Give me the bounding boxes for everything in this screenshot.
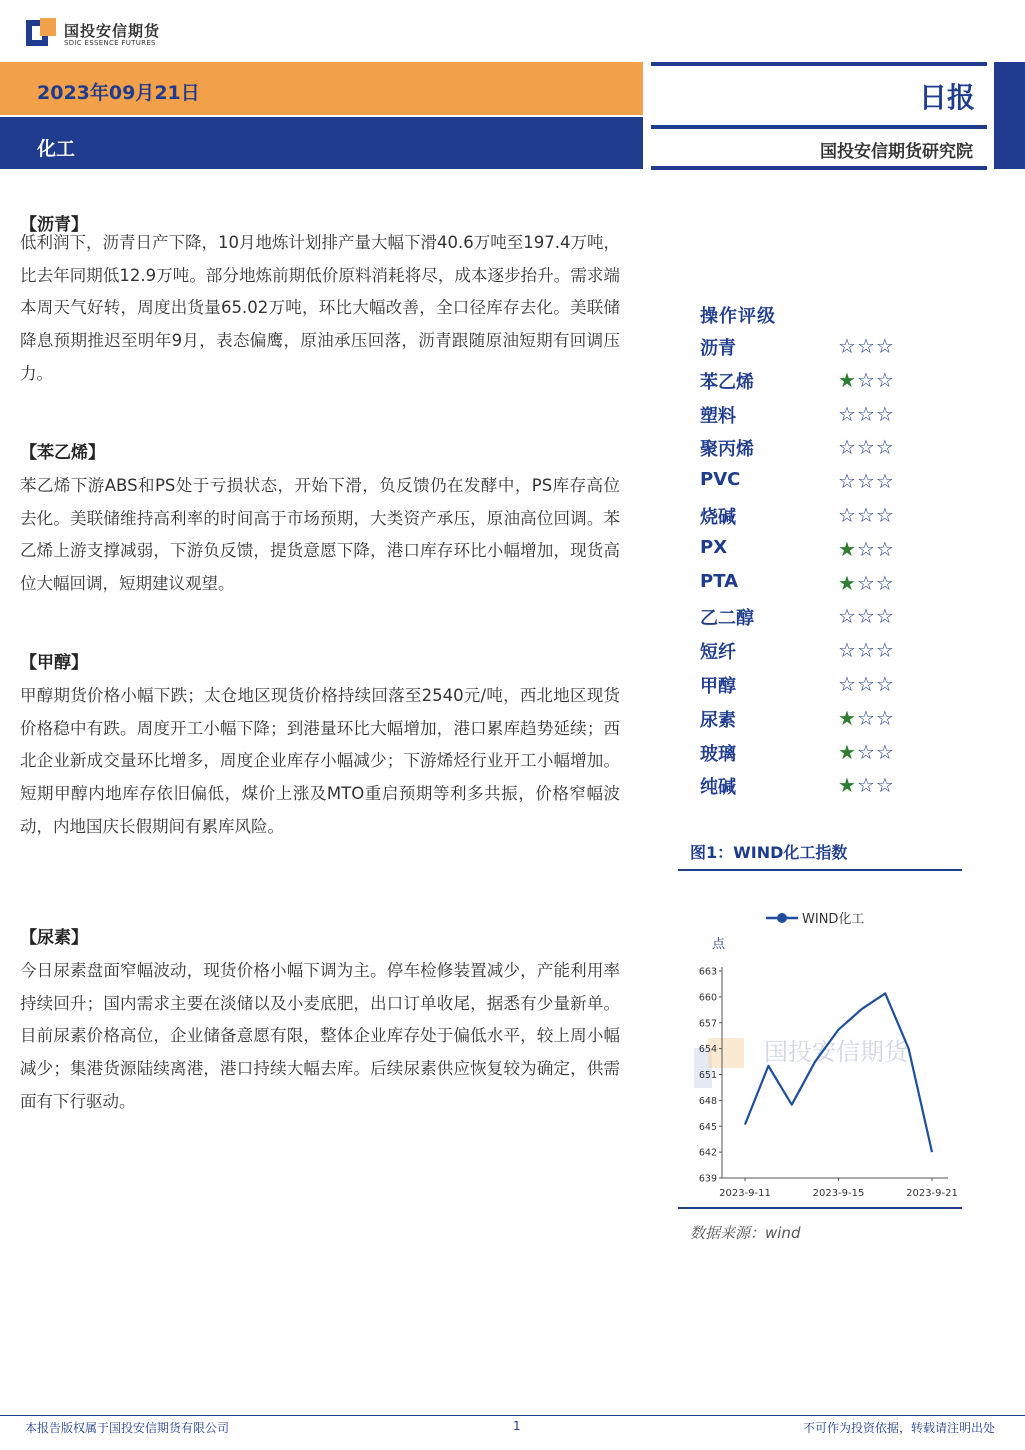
rating-stars [838, 604, 895, 628]
institute-name: 国投安信期货研究院 [820, 142, 973, 162]
footer-copyright: 本报告版权属于国投安信期货有限公司 [25, 1421, 230, 1435]
empty-star-icon: ☆ [838, 469, 857, 494]
rating-row [700, 469, 910, 499]
sector-title: 化工 [37, 138, 76, 160]
rating-stars [838, 773, 895, 797]
empty-star-icon: ☆ [875, 536, 895, 561]
empty-star-icon: ☆ [875, 638, 895, 663]
rating-row [700, 334, 910, 364]
empty-star-icon: ☆ [856, 672, 876, 696]
logo-text-en: SDIC ESSENCE FUTURES [64, 39, 156, 47]
report-type: 日报 [918, 81, 975, 114]
empty-star-icon: ☆ [856, 334, 876, 358]
y-tick-label: 651 [698, 1070, 717, 1081]
report-date: 2023年09月21日 [37, 82, 200, 104]
rating-title: 操作评级 [700, 306, 776, 327]
empty-star-icon: ☆ [856, 503, 876, 527]
series-line-wind-chemical [745, 993, 932, 1152]
empty-star-icon: ☆ [856, 705, 876, 730]
empty-star-icon: ☆ [856, 638, 876, 663]
logo-text-cn: 国投安信期货 [64, 22, 161, 40]
empty-star-icon: ☆ [856, 367, 876, 392]
y-axis-label: 点 [712, 937, 726, 952]
x-tick-label: 2023-9-11 [719, 1188, 771, 1199]
empty-star-icon: ☆ [856, 570, 876, 595]
empty-star-icon: ☆ [838, 435, 857, 460]
header-side-block [994, 62, 1025, 169]
rating-product-name: 塑料 [700, 405, 736, 427]
rating-stars [838, 706, 895, 730]
empty-star-icon: ☆ [875, 604, 895, 629]
empty-star-icon: ☆ [875, 672, 895, 696]
filled-star-icon: ★ [838, 739, 857, 764]
rating-row [700, 604, 910, 634]
rating-stars [838, 571, 895, 595]
empty-star-icon: ☆ [838, 638, 857, 663]
empty-star-icon: ☆ [875, 503, 895, 527]
page-number: 1 [513, 1419, 521, 1433]
rating-product-name: 尿素 [700, 709, 736, 731]
rating-row [700, 368, 910, 398]
rating-product-name: PTA [700, 570, 739, 592]
empty-star-icon: ☆ [856, 739, 876, 764]
rating-product-name: 苯乙烯 [700, 371, 754, 393]
rating-stars [838, 638, 895, 662]
section-title-styrene: 【苯乙烯】 [20, 443, 105, 463]
y-tick-label: 660 [698, 992, 717, 1004]
empty-star-icon: ☆ [838, 334, 857, 358]
section-title-urea: 【尿素】 [20, 928, 88, 948]
x-tick-label: 2023-9-21 [906, 1188, 958, 1199]
rating-row [700, 537, 910, 567]
empty-star-icon: ☆ [875, 570, 895, 595]
section-title-methanol: 【甲醇】 [20, 653, 88, 673]
filled-star-icon: ★ [838, 705, 857, 730]
y-tick-label: 657 [698, 1018, 717, 1030]
rating-row [700, 672, 910, 702]
company-logo-icon [26, 18, 56, 48]
filled-star-icon: ★ [838, 367, 857, 392]
section-text-styrene: 苯乙烯下游ABS和PS处于亏损状态，开始下滑，负反馈仍在发酵中，PS库存高位去化。美联储维持高利率的时间高于市场预期，大类资产承压，原油高位回调。苯乙烯上游支撑减弱，下游负反馈，提货意愿下降，港口库存环比小幅增加，现货高位大幅回调，短期建议观望。 [20, 476, 620, 594]
empty-star-icon: ☆ [838, 503, 857, 527]
rating-product-name: 烧碱 [700, 507, 736, 528]
x-tick-label: 2023-9-15 [812, 1188, 865, 1199]
rating-stars [838, 402, 895, 426]
rating-stars [838, 469, 895, 493]
empty-star-icon: ☆ [856, 773, 876, 798]
rating-row [700, 638, 910, 668]
rating-row [700, 435, 910, 465]
empty-star-icon: ☆ [875, 469, 895, 494]
filled-star-icon: ★ [838, 570, 857, 595]
y-tick-label: 639 [698, 1173, 717, 1185]
empty-star-icon: ☆ [856, 536, 876, 561]
legend-marker [777, 913, 787, 923]
y-tick-label: 645 [698, 1121, 717, 1133]
footer-rule [0, 1415, 1025, 1416]
y-tick-label: 648 [698, 1095, 717, 1107]
empty-star-icon: ☆ [838, 401, 857, 426]
empty-star-icon: ☆ [875, 401, 895, 426]
rating-row [700, 571, 910, 601]
section-text-urea: 今日尿素盘面窄幅波动，现货价格小幅下调为主。停车检修装置减少，产能利用率持续回升；国内需求主要在淡储以及小麦底肥，出口订单收尾，据悉有少量新单。目前尿素价格高位，企业储备意愿有限，整体企业库存处于偏低水平，较上周小幅减少；集港货源陆续离港，港口持续大幅去库。后续尿素供应恢复较为确定，供需面有下行驱动。 [20, 961, 620, 1111]
footer-disclaimer: 不可作为投资依据，转载请注明出处 [802, 1421, 995, 1435]
rating-stars [838, 740, 895, 764]
rating-row [700, 740, 910, 770]
legend-label: WIND化工 [802, 912, 865, 927]
empty-star-icon: ☆ [856, 401, 876, 426]
rating-stars [838, 334, 895, 358]
header-rule-middle [651, 125, 987, 129]
empty-star-icon: ☆ [856, 604, 876, 629]
rating-product-name: 沥青 [700, 338, 736, 359]
section-title-asphalt: 【沥青】 [20, 215, 88, 235]
rating-product-name: PVC [700, 469, 741, 491]
empty-star-icon: ☆ [875, 334, 895, 358]
rating-product-name: 玻璃 [700, 743, 736, 765]
wind-chemical-index-chart [678, 872, 962, 1206]
empty-star-icon: ☆ [875, 367, 895, 392]
data-source: 数据来源：wind [690, 1224, 801, 1242]
y-tick-label: 654 [698, 1044, 717, 1056]
rating-stars [838, 537, 895, 561]
header-rule-bottom [651, 166, 987, 170]
empty-star-icon: ☆ [856, 435, 876, 460]
empty-star-icon: ☆ [875, 773, 895, 798]
rating-stars [838, 503, 895, 527]
rating-product-name: 聚丙烯 [700, 439, 754, 461]
rating-product-name: 乙二醇 [700, 608, 754, 630]
header-rule-top [651, 62, 987, 66]
rating-row [700, 402, 910, 432]
figure-title: 图1：WIND化工指数 [690, 843, 848, 862]
rating-stars [838, 368, 895, 392]
empty-star-icon: ☆ [875, 435, 895, 460]
empty-star-icon: ☆ [875, 739, 895, 764]
rating-stars [838, 435, 895, 459]
figure-rule-bottom [678, 1207, 962, 1209]
y-tick-label: 663 [698, 966, 717, 978]
rating-product-name: PX [700, 536, 728, 558]
empty-star-icon: ☆ [838, 672, 857, 696]
empty-star-icon: ☆ [838, 604, 857, 629]
section-text-methanol: 甲醇期货价格小幅下跌；太仓地区现货价格持续回落至2540元/吨，西北地区现货价格稳中有跌。周度开工小幅下降；到港量环比大幅增加，港口累库趋势延续；西北企业新成交量环比增多，周度企业库存小幅减少；下游烯烃行业开工小幅增加。短期甲醇内地库存依旧偏低，煤价上涨及MTO重启预期等利多共振，价格窄幅波动，内地国庆长假期间有累库风险。 [20, 686, 620, 836]
rating-row [700, 706, 910, 736]
rating-row [700, 503, 910, 533]
watermark-text: 国投安信期货 [764, 1038, 908, 1066]
empty-star-icon: ☆ [856, 469, 876, 494]
filled-star-icon: ★ [838, 536, 857, 561]
figure-rule-top [678, 869, 962, 871]
rating-stars [838, 672, 895, 696]
section-text-asphalt: 低利润下，沥青日产下降，10月地炼计划排产量大幅下滑40.6万吨至197.4万吨，比去年同期低12.9万吨。部分地炼前期低价原料消耗将尽，成本逐步抬升。需求端本周天气好转，周度出货量65.02万吨，环比大幅改善，全口径库存去化。美联储降息预期推迟至明年9月，表态偏鹰，原油承压回落，沥青跟随原油短期有回调压力。 [20, 233, 620, 383]
y-tick-label: 642 [698, 1147, 717, 1159]
rating-product-name: 短纤 [700, 642, 736, 664]
empty-star-icon: ☆ [875, 705, 895, 730]
sector-banner [0, 117, 643, 169]
rating-row [700, 773, 910, 803]
filled-star-icon: ★ [838, 773, 857, 798]
rating-product-name: 纯碱 [700, 777, 736, 799]
rating-product-name: 甲醇 [700, 676, 736, 697]
